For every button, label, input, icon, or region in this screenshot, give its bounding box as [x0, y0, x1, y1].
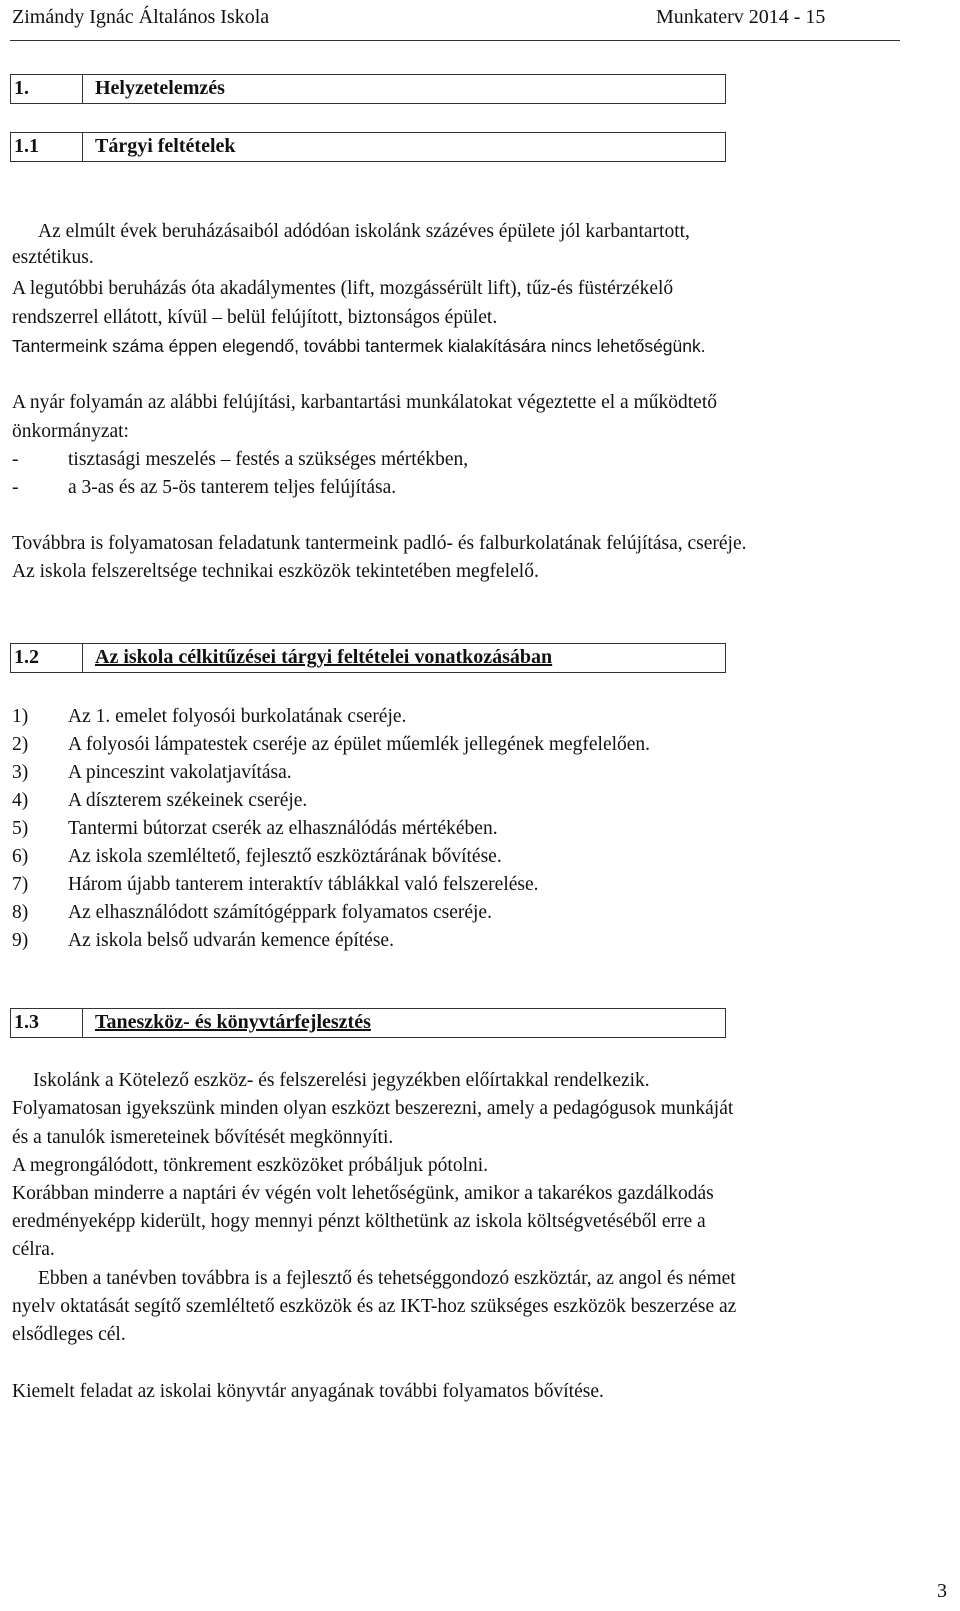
list-item: Tantermi bútorzat cserék az elhasználódás mértékében.: [68, 818, 498, 839]
list-item: Az elhasználódott számítógéppark folyamatos cseréje.: [68, 902, 492, 923]
section-title: Tárgyi feltételek: [95, 135, 236, 157]
list-item: A folyosói lámpatestek cseréje az épület műemlék jellegének megfelelően.: [68, 734, 651, 755]
header-rule: [10, 40, 900, 41]
paragraph-line: elsődleges cél.: [12, 1324, 126, 1345]
list-item: A díszterem székeinek cseréje.: [68, 790, 308, 811]
bullet-item: tisztasági meszelés – festés a szükséges mértékben,: [68, 449, 469, 470]
list-item-number: 2): [12, 734, 29, 755]
paragraph-line: célra.: [12, 1239, 55, 1260]
paragraph-line: A legutóbbi beruházás óta akadálymentes (lift, mozgássérült lift), tűz-és füstérzékelő: [12, 278, 674, 299]
paragraph-line: eredményeképp kiderült, hogy mennyi pénzt költhetünk az iskola költségvetéséből erre a: [12, 1211, 706, 1232]
section-number: 1.1: [11, 133, 83, 161]
paragraph-line: rendszerrel ellátott, kívül – belül felújított, biztonságos épület.: [12, 307, 498, 328]
list-item-number: 3): [12, 762, 29, 783]
list-item-number: 9): [12, 930, 29, 951]
paragraph-line: nyelv oktatását segítő szemléltető eszközök és az IKT-hoz szükséges eszközök beszerzése az: [12, 1296, 737, 1317]
paragraph-line: Továbbra is folyamatosan feladatunk tantermeink padló- és falburkolatának felújítása, cseréje.: [12, 533, 747, 554]
paragraph-line: Kiemelt feladat az iskolai könyvtár anyagának további folyamatos bővítése.: [12, 1381, 604, 1402]
paragraph-line: és a tanulók ismereteinek bővítését megkönnyíti.: [12, 1127, 394, 1148]
header-school-name: Zimándy Ignác Általános Iskola: [12, 6, 270, 28]
section-number: 1.: [11, 75, 83, 103]
section-heading-1: [10, 74, 726, 104]
paragraph-line: Korábban minderre a naptári év végén volt lehetőségünk, amikor a takarékos gazdálkodás: [12, 1183, 714, 1204]
list-item-number: 8): [12, 902, 29, 923]
bullet-dash: -: [12, 477, 19, 498]
section-title: Taneszköz- és könyvtárfejlesztés: [95, 1011, 371, 1033]
list-item: Az iskola szemléltető, fejlesztő eszköztárának bővítése.: [68, 846, 502, 867]
section-title: Helyzetelemzés: [95, 77, 225, 99]
list-item: Három újabb tanterem interaktív táblákkal való felszerelése.: [68, 874, 539, 895]
paragraph-line: Az elmúlt évek beruházásaiból adódóan iskolánk százéves épülete jól karbantartott,: [38, 221, 690, 242]
paragraph-line: Iskolánk a Kötelező eszköz- és felszerelési jegyzékben előírtakkal rendelkezik.: [33, 1070, 650, 1091]
section-number: 1.3: [11, 1009, 83, 1037]
paragraph-line: esztétikus.: [12, 247, 94, 268]
paragraph-line: A nyár folyamán az alábbi felújítási, karbantartási munkálatokat végeztette el a működtető: [12, 392, 717, 413]
section-heading-1-1: [10, 132, 726, 162]
paragraph-line: önkormányzat:: [12, 421, 129, 442]
paragraph-line: Folyamatosan igyekszünk minden olyan eszközt beszerezni, amely a pedagógusok munkáját: [12, 1098, 734, 1119]
list-item-number: 1): [12, 706, 29, 727]
page-number: 3: [937, 1580, 947, 1602]
list-item-number: 7): [12, 874, 29, 895]
paragraph-line: Ebben a tanévben továbbra is a fejlesztő és tehetséggondozó eszköztár, az angol és német: [38, 1268, 736, 1289]
list-item-number: 5): [12, 818, 29, 839]
section-heading-1-3: [10, 1008, 726, 1038]
paragraph-line: A megrongálódott, tönkrement eszközöket próbáljuk pótolni.: [12, 1155, 489, 1176]
paragraph-line: Tantermeink száma éppen elegendő, további tantermek kialakítására nincs lehetőségünk.: [12, 336, 706, 356]
list-item: Az iskola belső udvarán kemence építése.: [68, 930, 394, 951]
section-title: Az iskola célkitűzései tárgyi feltételei vonatkozásában: [95, 646, 553, 668]
list-item: Az 1. emelet folyosói burkolatának cseréje.: [68, 706, 407, 727]
list-item-number: 6): [12, 846, 29, 867]
list-item: A pinceszint vakolatjavítása.: [68, 762, 292, 783]
bullet-item: a 3-as és az 5-ös tanterem teljes felújítása.: [68, 477, 397, 498]
bullet-dash: -: [12, 449, 19, 470]
header-document-title: Munkaterv 2014 - 15: [656, 6, 826, 28]
paragraph-line: Az iskola felszereltsége technikai eszközök tekintetében megfelelő.: [12, 561, 539, 582]
section-heading-1-2: [10, 643, 726, 673]
section-number: 1.2: [11, 644, 83, 672]
list-item-number: 4): [12, 790, 29, 811]
